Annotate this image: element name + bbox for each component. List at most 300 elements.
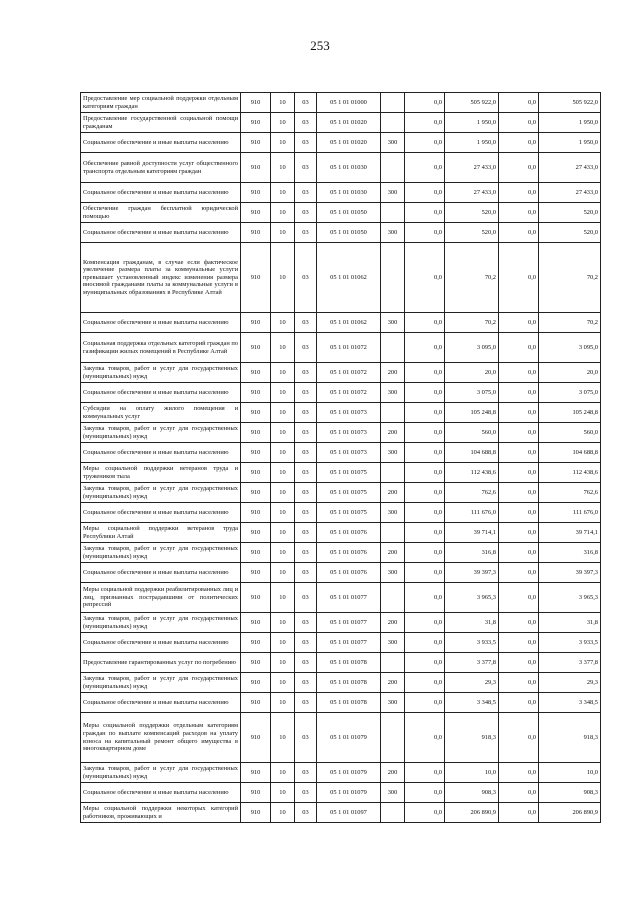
cell-amount-2: 3 965,3 [445,583,499,613]
cell-amount-2: 918,3 [445,713,499,763]
cell-section: 10 [271,93,295,113]
cell-name: Социальное обеспечение и иные выплаты населению [81,133,241,153]
cell-target-article: 05 1 01 01030 [317,153,381,183]
cell-expense-type: 200 [381,673,405,693]
cell-expense-type [381,243,405,313]
cell-section: 10 [271,503,295,523]
cell-amount-3: 0,0 [499,523,539,543]
table-row [81,713,601,763]
table-row [81,153,601,183]
cell-subsection: 03 [295,693,317,713]
cell-subsection: 03 [295,183,317,203]
cell-amount-2: 520,0 [445,223,499,243]
cell-amount-1: 0,0 [405,203,445,223]
cell-section: 10 [271,223,295,243]
cell-target-article: 05 1 01 01077 [317,613,381,633]
cell-amount-2: 560,0 [445,423,499,443]
cell-grbs: 910 [241,713,271,763]
cell-target-article: 05 1 01 01076 [317,523,381,543]
cell-name: Обеспечение равной доступности услуг общественного транспорта отдельным категориям граждан [81,153,241,183]
cell-section: 10 [271,483,295,503]
cell-expense-type: 300 [381,633,405,653]
cell-grbs: 910 [241,463,271,483]
cell-subsection: 03 [295,583,317,613]
cell-grbs: 910 [241,503,271,523]
cell-amount-1: 0,0 [405,583,445,613]
cell-amount-2: 39 714,1 [445,523,499,543]
table-row [81,403,601,423]
cell-subsection: 03 [295,463,317,483]
cell-amount-1: 0,0 [405,543,445,563]
cell-amount-4: 3 095,0 [539,333,601,363]
cell-subsection: 03 [295,543,317,563]
cell-amount-3: 0,0 [499,313,539,333]
cell-subsection: 03 [295,333,317,363]
cell-amount-4: 762,6 [539,483,601,503]
cell-subsection: 03 [295,563,317,583]
cell-expense-type [381,713,405,763]
cell-section: 10 [271,653,295,673]
cell-target-article: 05 1 01 01072 [317,383,381,403]
table-row [81,633,601,653]
cell-expense-type: 200 [381,423,405,443]
cell-subsection: 03 [295,243,317,313]
cell-amount-3: 0,0 [499,203,539,223]
cell-target-article: 05 1 01 01073 [317,423,381,443]
cell-amount-3: 0,0 [499,763,539,783]
cell-section: 10 [271,803,295,823]
cell-name: Обеспечение граждан бесплатной юридической помощью [81,203,241,223]
cell-name: Социальное обеспечение и иные выплаты населению [81,443,241,463]
cell-grbs: 910 [241,403,271,423]
cell-amount-4: 3 933,5 [539,633,601,653]
cell-target-article: 05 1 01 01062 [317,243,381,313]
cell-expense-type: 300 [381,313,405,333]
cell-amount-1: 0,0 [405,523,445,543]
cell-amount-1: 0,0 [405,93,445,113]
cell-amount-3: 0,0 [499,653,539,673]
cell-grbs: 910 [241,673,271,693]
cell-grbs: 910 [241,423,271,443]
cell-expense-type [381,403,405,423]
cell-amount-3: 0,0 [499,153,539,183]
cell-section: 10 [271,543,295,563]
cell-section: 10 [271,183,295,203]
cell-amount-3: 0,0 [499,633,539,653]
cell-section: 10 [271,333,295,363]
table-body [81,93,601,823]
cell-name: Закупка товаров, работ и услуг для государственных (муниципальных) нужд [81,423,241,443]
cell-target-article: 05 1 01 01077 [317,583,381,613]
cell-amount-2: 3 933,5 [445,633,499,653]
cell-amount-1: 0,0 [405,633,445,653]
cell-subsection: 03 [295,503,317,523]
table-row [81,483,601,503]
cell-target-article: 05 1 01 01076 [317,543,381,563]
cell-subsection: 03 [295,423,317,443]
cell-amount-1: 0,0 [405,463,445,483]
cell-amount-1: 0,0 [405,153,445,183]
cell-grbs: 910 [241,383,271,403]
cell-name: Предоставление гарантированных услуг по погребению [81,653,241,673]
cell-target-article: 05 1 01 01020 [317,133,381,153]
cell-amount-1: 0,0 [405,503,445,523]
cell-target-article: 05 1 01 01079 [317,783,381,803]
cell-amount-4: 70,2 [539,313,601,333]
cell-section: 10 [271,673,295,693]
cell-expense-type: 300 [381,183,405,203]
cell-amount-1: 0,0 [405,783,445,803]
cell-amount-4: 520,0 [539,203,601,223]
table-row [81,203,601,223]
cell-expense-type [381,463,405,483]
cell-expense-type: 300 [381,563,405,583]
cell-target-article: 05 1 01 01097 [317,803,381,823]
cell-amount-3: 0,0 [499,383,539,403]
cell-section: 10 [271,313,295,333]
cell-name: Социальная поддержка отдельных категорий граждан по газификации жилых помещений в Республике Алтай [81,333,241,363]
cell-amount-1: 0,0 [405,423,445,443]
cell-name: Закупка товаров, работ и услуг для государственных (муниципальных) нужд [81,763,241,783]
cell-name: Меры социальной поддержки реабилитированных лиц и лиц, признанных пострадавшими от политических репрессий [81,583,241,613]
table-row [81,423,601,443]
cell-target-article: 05 1 01 01077 [317,633,381,653]
table-row [81,223,601,243]
cell-subsection: 03 [295,483,317,503]
cell-amount-2: 3 377,8 [445,653,499,673]
cell-target-article: 05 1 01 01078 [317,673,381,693]
cell-amount-1: 0,0 [405,383,445,403]
cell-grbs: 910 [241,243,271,313]
cell-amount-4: 29,3 [539,673,601,693]
cell-grbs: 910 [241,803,271,823]
cell-amount-3: 0,0 [499,563,539,583]
cell-amount-1: 0,0 [405,313,445,333]
cell-grbs: 910 [241,203,271,223]
cell-target-article: 05 1 01 01073 [317,443,381,463]
cell-grbs: 910 [241,483,271,503]
cell-section: 10 [271,423,295,443]
cell-amount-1: 0,0 [405,693,445,713]
cell-target-article: 05 1 01 01076 [317,563,381,583]
cell-target-article: 05 1 01 01062 [317,313,381,333]
cell-amount-4: 31,8 [539,613,601,633]
cell-name: Социальное обеспечение и иные выплаты населению [81,693,241,713]
table-row [81,443,601,463]
cell-amount-4: 111 676,0 [539,503,601,523]
cell-name: Меры социальной поддержки ветеранов труда и тружеников тыла [81,463,241,483]
cell-expense-type: 200 [381,483,405,503]
cell-expense-type [381,803,405,823]
cell-amount-3: 0,0 [499,93,539,113]
cell-amount-1: 0,0 [405,183,445,203]
cell-amount-2: 20,0 [445,363,499,383]
cell-amount-4: 3 377,8 [539,653,601,673]
cell-name: Предоставление государственной социальной помощи гражданам [81,113,241,133]
cell-expense-type: 200 [381,543,405,563]
cell-section: 10 [271,693,295,713]
budget-table [80,92,601,823]
cell-amount-2: 1 950,0 [445,133,499,153]
cell-grbs: 910 [241,653,271,673]
cell-amount-4: 560,0 [539,423,601,443]
cell-name: Предоставление мер социальной поддержки отдельным категориям граждан [81,93,241,113]
cell-grbs: 910 [241,133,271,153]
cell-amount-3: 0,0 [499,483,539,503]
cell-name: Социальное обеспечение и иные выплаты населению [81,563,241,583]
cell-expense-type [381,653,405,673]
cell-amount-1: 0,0 [405,363,445,383]
cell-amount-3: 0,0 [499,243,539,313]
cell-name: Закупка товаров, работ и услуг для государственных (муниципальных) нужд [81,543,241,563]
cell-section: 10 [271,133,295,153]
cell-amount-1: 0,0 [405,443,445,463]
cell-amount-4: 105 248,8 [539,403,601,423]
cell-name: Социальное обеспечение и иные выплаты населению [81,633,241,653]
cell-amount-4: 206 890,9 [539,803,601,823]
cell-section: 10 [271,363,295,383]
cell-amount-2: 70,2 [445,313,499,333]
cell-name: Меры социальной поддержки некоторых категорий работников, проживающих и [81,803,241,823]
cell-expense-type [381,523,405,543]
cell-amount-3: 0,0 [499,423,539,443]
cell-amount-4: 10,0 [539,763,601,783]
table-row [81,583,601,613]
cell-section: 10 [271,403,295,423]
cell-grbs: 910 [241,153,271,183]
cell-expense-type [381,93,405,113]
cell-grbs: 910 [241,783,271,803]
cell-name: Меры социальной поддержки ветеранов труда Республики Алтай [81,523,241,543]
cell-grbs: 910 [241,223,271,243]
cell-amount-1: 0,0 [405,243,445,313]
cell-expense-type [381,333,405,363]
cell-subsection: 03 [295,443,317,463]
cell-subsection: 03 [295,153,317,183]
cell-amount-3: 0,0 [499,783,539,803]
cell-amount-4: 316,8 [539,543,601,563]
cell-amount-4: 20,0 [539,363,601,383]
cell-amount-1: 0,0 [405,673,445,693]
cell-expense-type: 300 [381,783,405,803]
cell-amount-2: 70,2 [445,243,499,313]
cell-target-article: 05 1 01 01075 [317,483,381,503]
cell-subsection: 03 [295,113,317,133]
cell-subsection: 03 [295,203,317,223]
cell-amount-3: 0,0 [499,403,539,423]
table-row [81,243,601,313]
cell-expense-type: 200 [381,363,405,383]
table-row [81,383,601,403]
cell-amount-3: 0,0 [499,223,539,243]
cell-section: 10 [271,463,295,483]
cell-amount-2: 206 890,9 [445,803,499,823]
cell-subsection: 03 [295,383,317,403]
cell-subsection: 03 [295,313,317,333]
cell-amount-2: 3 348,5 [445,693,499,713]
cell-amount-1: 0,0 [405,563,445,583]
cell-target-article: 05 1 01 01078 [317,653,381,673]
cell-target-article: 05 1 01 01050 [317,203,381,223]
cell-name: Социальное обеспечение и иные выплаты населению [81,183,241,203]
cell-amount-3: 0,0 [499,713,539,763]
cell-amount-1: 0,0 [405,713,445,763]
table-row [81,673,601,693]
cell-name: Социальное обеспечение и иные выплаты населению [81,313,241,333]
cell-name: Компенсация гражданам, в случае если фактическое увеличение размера платы за коммунальные услуги превышает установленный индекс изменения размера вносимой гражданами платы за коммунальные услуги в муниципальных образованиях в Республике Алтай [81,243,241,313]
cell-grbs: 910 [241,443,271,463]
cell-amount-4: 3 348,5 [539,693,601,713]
cell-amount-4: 520,0 [539,223,601,243]
cell-amount-3: 0,0 [499,333,539,363]
cell-amount-3: 0,0 [499,113,539,133]
cell-expense-type [381,203,405,223]
cell-target-article: 05 1 01 01075 [317,463,381,483]
table-row [81,313,601,333]
cell-target-article: 05 1 01 01072 [317,363,381,383]
cell-amount-2: 316,8 [445,543,499,563]
cell-subsection: 03 [295,653,317,673]
cell-amount-2: 112 438,6 [445,463,499,483]
cell-subsection: 03 [295,363,317,383]
cell-amount-4: 3 965,3 [539,583,601,613]
table-row [81,543,601,563]
cell-amount-1: 0,0 [405,333,445,363]
cell-amount-2: 908,3 [445,783,499,803]
cell-amount-3: 0,0 [499,543,539,563]
cell-amount-3: 0,0 [499,133,539,153]
cell-amount-3: 0,0 [499,673,539,693]
cell-grbs: 910 [241,563,271,583]
cell-name: Социальное обеспечение и иные выплаты населению [81,223,241,243]
cell-name: Закупка товаров, работ и услуг для государственных (муниципальных) нужд [81,483,241,503]
cell-grbs: 910 [241,333,271,363]
cell-target-article: 05 1 01 01050 [317,223,381,243]
cell-expense-type: 300 [381,383,405,403]
cell-section: 10 [271,383,295,403]
cell-expense-type: 200 [381,613,405,633]
cell-grbs: 910 [241,183,271,203]
cell-grbs: 910 [241,633,271,653]
cell-subsection: 03 [295,803,317,823]
table-row [81,613,601,633]
table-row [81,763,601,783]
cell-grbs: 910 [241,693,271,713]
cell-grbs: 910 [241,583,271,613]
cell-amount-4: 908,3 [539,783,601,803]
cell-amount-2: 105 248,8 [445,403,499,423]
table-row [81,183,601,203]
cell-expense-type [381,583,405,613]
cell-section: 10 [271,153,295,183]
cell-amount-3: 0,0 [499,363,539,383]
cell-amount-2: 10,0 [445,763,499,783]
cell-expense-type: 300 [381,223,405,243]
table-row [81,563,601,583]
cell-amount-3: 0,0 [499,803,539,823]
cell-subsection: 03 [295,673,317,693]
cell-subsection: 03 [295,133,317,153]
cell-amount-1: 0,0 [405,113,445,133]
cell-amount-1: 0,0 [405,613,445,633]
table-row [81,333,601,363]
table-row [81,803,601,823]
cell-amount-4: 1 950,0 [539,133,601,153]
cell-grbs: 910 [241,363,271,383]
cell-amount-1: 0,0 [405,133,445,153]
cell-section: 10 [271,633,295,653]
cell-amount-2: 39 397,3 [445,563,499,583]
cell-amount-4: 505 922,0 [539,93,601,113]
cell-amount-1: 0,0 [405,803,445,823]
table-row [81,653,601,673]
cell-amount-3: 0,0 [499,183,539,203]
cell-name: Социальное обеспечение и иные выплаты населению [81,783,241,803]
cell-amount-1: 0,0 [405,653,445,673]
cell-name: Закупка товаров, работ и услуг для государственных (муниципальных) нужд [81,363,241,383]
cell-target-article: 05 1 01 01072 [317,333,381,363]
cell-amount-2: 29,3 [445,673,499,693]
cell-expense-type: 300 [381,503,405,523]
cell-section: 10 [271,563,295,583]
cell-amount-2: 111 676,0 [445,503,499,523]
cell-section: 10 [271,243,295,313]
cell-amount-4: 70,2 [539,243,601,313]
table-row [81,363,601,383]
cell-amount-2: 520,0 [445,203,499,223]
cell-subsection: 03 [295,523,317,543]
cell-amount-4: 39 397,3 [539,563,601,583]
cell-amount-2: 27 433,0 [445,153,499,183]
cell-subsection: 03 [295,713,317,763]
cell-amount-2: 505 922,0 [445,93,499,113]
cell-amount-4: 27 433,0 [539,183,601,203]
cell-amount-3: 0,0 [499,613,539,633]
cell-amount-2: 3 075,0 [445,383,499,403]
table-row [81,693,601,713]
cell-amount-4: 112 438,6 [539,463,601,483]
cell-target-article: 05 1 01 01030 [317,183,381,203]
cell-amount-1: 0,0 [405,763,445,783]
table-row [81,503,601,523]
cell-subsection: 03 [295,613,317,633]
cell-amount-1: 0,0 [405,483,445,503]
cell-name: Закупка товаров, работ и услуг для государственных (муниципальных) нужд [81,673,241,693]
cell-amount-1: 0,0 [405,223,445,243]
cell-section: 10 [271,713,295,763]
cell-amount-2: 1 950,0 [445,113,499,133]
cell-name: Социальное обеспечение и иные выплаты населению [81,383,241,403]
cell-amount-2: 31,8 [445,613,499,633]
cell-amount-1: 0,0 [405,403,445,423]
table-row [81,523,601,543]
cell-amount-4: 27 433,0 [539,153,601,183]
cell-name: Социальное обеспечение и иные выплаты населению [81,503,241,523]
cell-target-article: 05 1 01 01079 [317,713,381,763]
cell-target-article: 05 1 01 01073 [317,403,381,423]
cell-expense-type: 300 [381,443,405,463]
cell-amount-3: 0,0 [499,583,539,613]
table-row [81,113,601,133]
table-row [81,133,601,153]
cell-expense-type [381,153,405,183]
table-row [81,463,601,483]
cell-target-article: 05 1 01 01000 [317,93,381,113]
cell-subsection: 03 [295,93,317,113]
cell-amount-3: 0,0 [499,693,539,713]
cell-target-article: 05 1 01 01078 [317,693,381,713]
cell-subsection: 03 [295,223,317,243]
